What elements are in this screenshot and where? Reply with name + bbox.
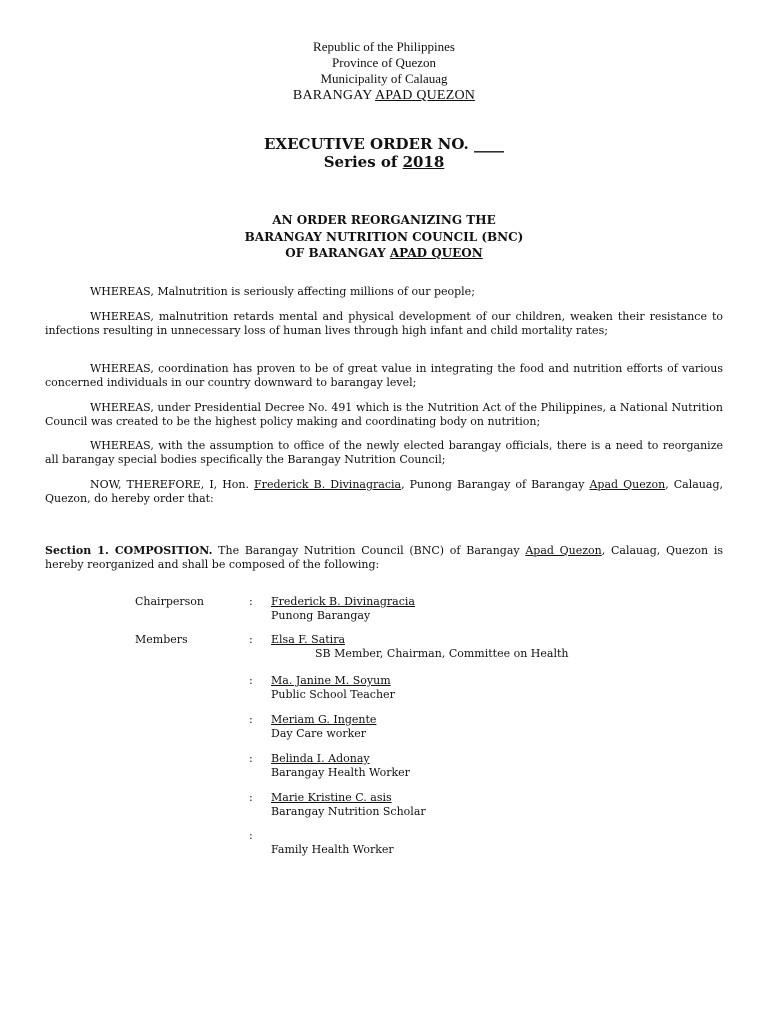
now-therefore-clause: NOW, THEREFORE, I, Hon. Frederick B. Divinagracia, Punong Barangay of Barangay Apad Quezon, Calauag, Quezon, do hereby order that: [45, 478, 723, 505]
barangay-line [0, 87, 768, 104]
member-name: Meriam G. Ingente [271, 713, 377, 726]
barangay-name-inline: Apad Quezon [589, 478, 666, 491]
letterhead [0, 39, 768, 104]
whereas-clause-2: WHEREAS, malnutrition retards mental and physical development of our children, weaken their resistance to infections resulting in unnecessary loss of human lives through high infant and child mortality rates; [45, 310, 723, 337]
member-name: Elsa F. Satira [271, 633, 346, 646]
section-1-heading: Section 1. COMPOSITION. [45, 544, 213, 557]
municipality-line: Municipality of Calauag [320, 71, 448, 86]
series-line [0, 153, 768, 172]
member-title: Public School Teacher [271, 688, 395, 701]
order-title-line-3 [0, 245, 768, 261]
member-name: Marie Kristine C. asis [271, 791, 392, 804]
order-title-line-1: AN ORDER REORGANIZING THE [272, 213, 496, 227]
series-year: 2018 [402, 153, 445, 171]
whereas-clause-5: WHEREAS, with the assumption to office of the newly elected barangay officials, there is a need to reorganize all barangay special bodies specifically the Barangay Nutrition Council; [45, 439, 723, 466]
title-prefix: OF BARANGAY [285, 246, 390, 260]
member-title: Family Health Worker [271, 843, 394, 856]
barangay-name: APAD QUEZON [374, 88, 476, 103]
colon: : [249, 829, 253, 842]
members-label: Members [135, 633, 188, 646]
title-barangay-name: APAD QUEON [389, 246, 483, 260]
barangay-prefix: BARANGAY [292, 88, 375, 103]
chairperson-name: Frederick B. Divinagracia [271, 595, 415, 608]
colon: : [249, 674, 253, 687]
province-line: Province of Quezon [332, 55, 436, 70]
colon: : [249, 595, 253, 608]
section-1-barangay: Apad Quezon [525, 544, 602, 557]
member-title: Barangay Nutrition Scholar [271, 805, 426, 818]
member-name: Ma. Janine M. Soyum [271, 674, 391, 687]
whereas-clause-1: WHEREAS, Malnutrition is seriously affecting millions of our people; [90, 285, 475, 298]
republic-line: Republic of the Philippines [313, 39, 455, 54]
member-title: SB Member, Chairman, Committee on Health [315, 647, 569, 660]
member-title: Barangay Health Worker [271, 766, 410, 779]
series-prefix: Series of [323, 153, 403, 171]
punong-barangay-name: Frederick B. Divinagracia [254, 478, 402, 491]
whereas-clause-3: WHEREAS, coordination has proven to be of great value in integrating the food and nutrition efforts of various concerned individuals in our country downward to barangay level; [45, 362, 723, 389]
section-1-composition: Section 1. COMPOSITION. The Barangay Nutrition Council (BNC) of Barangay Apad Quezon, Calauag, Quezon is hereby reorganized and shall be composed of the following: [45, 544, 723, 571]
colon: : [249, 713, 253, 726]
member-title: Day Care worker [271, 727, 367, 740]
colon: : [249, 791, 253, 804]
member-name: Belinda I. Adonay [271, 752, 370, 765]
executive-order-number: EXECUTIVE ORDER NO. ____ [264, 135, 504, 153]
chairperson-label: Chairperson [135, 595, 204, 608]
colon: : [249, 752, 253, 765]
colon: : [249, 633, 253, 646]
order-title-line-2: BARANGAY NUTRITION COUNCIL (BNC) [244, 230, 524, 244]
whereas-clause-4: WHEREAS, under Presidential Decree No. 491 which is the Nutrition Act of the Philippines, a National Nutrition Council was created to be the highest policy making and coordinating body on nutrition; [45, 401, 723, 428]
chairperson-title: Punong Barangay [271, 609, 371, 622]
